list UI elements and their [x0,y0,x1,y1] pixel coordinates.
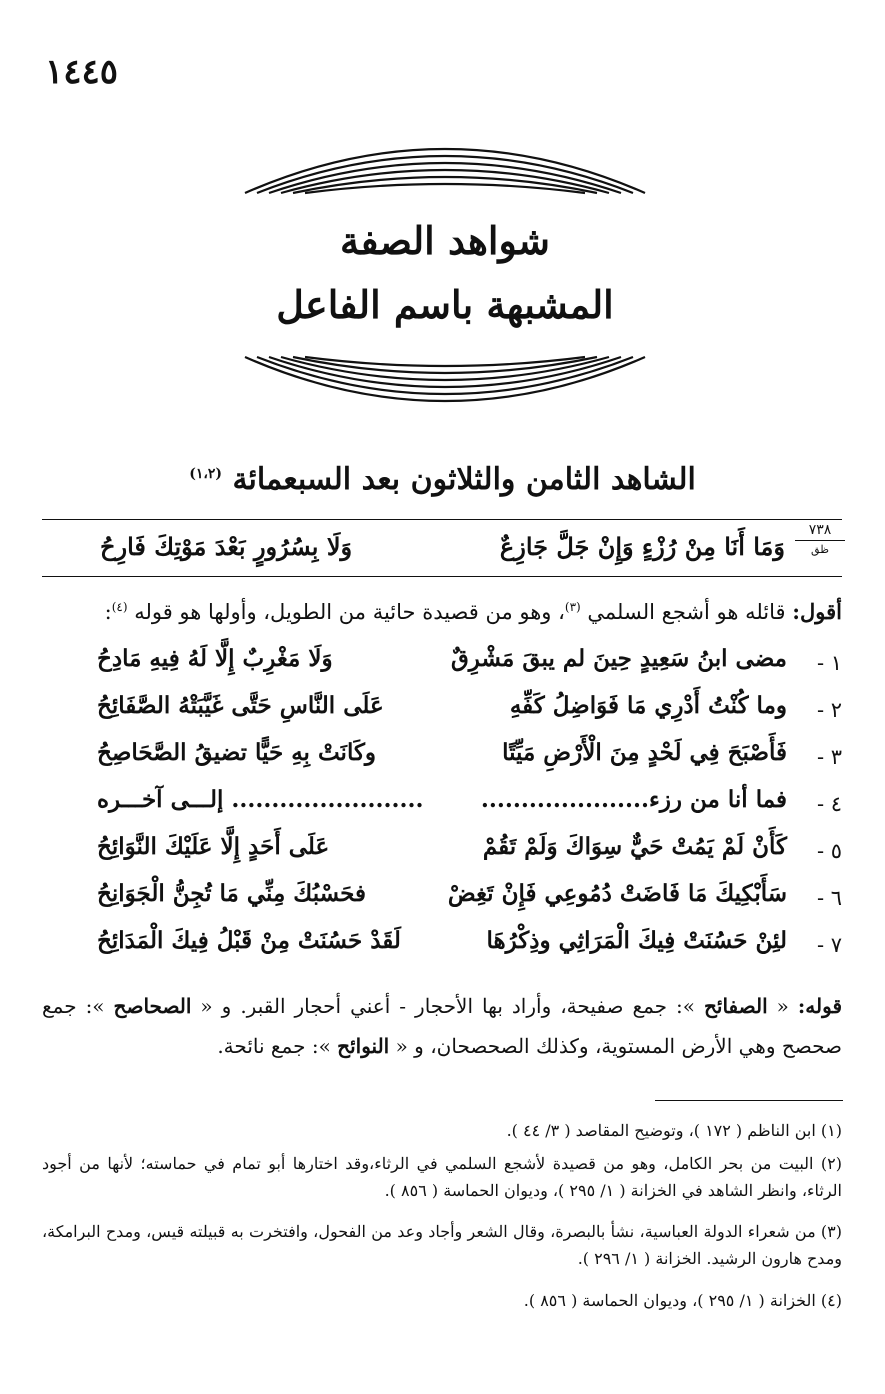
verse-number: ١ - [816,651,842,675]
commentary-paragraph [42,986,842,1066]
rule-top [42,519,842,520]
main-verse-tag: ظق [811,543,829,556]
footnote-4: (٤) الخزانة ( ١/ ٢٩٥ )، وديوان الحماسة ( ٨٥٦ ). [523,1291,842,1310]
intro-ref2: (٤) [111,600,128,614]
rule-bottom [42,576,842,577]
verse-hemistich-1: لئِنْ حَسُنَتْ فِيكَ الْمَرَاثِي وذِكْرُهَا [486,927,787,954]
intro-text2: ، وهو من قصيدة حائية من الطويل، وأولها هو قوله [127,600,565,624]
verse-hemistich-2: عَلَى أَحَدٍ إِلَّا عَلَيْكَ النَّوَائِحُ [97,833,330,860]
verse-hemistich-2: ........................ إلـــى آخـــره [97,786,424,813]
footnote-3: (٣) من شعراء الدولة العباسية، نشأ بالبصرة، وقال الشعر وأجاد وعد من الفحول، وافتخرت به قبيلته قيس، ومدح البرامكة، ومدح هارون الرشيد. الخزانة ( ١/ ٢٩٦ ). [42,1222,843,1268]
verse-number: ٧ - [816,933,842,957]
poem-verse [42,786,842,826]
intro-lead: أقول: [792,599,842,624]
intro-ref1: (٣) [564,600,581,614]
verse-hemistich-1: مضى ابنُ سَعِيدٍ حِينَ لم يبقَ مَشْرِقٌ [450,645,787,672]
verse-hemistich-2: لَقَدْ حَسُنَتْ مِنْ قَبْلُ فِيكَ الْمَدَائِحُ [97,927,401,954]
footnote-divider [655,1100,843,1101]
poem-verse [42,739,842,779]
verse-number: ٦ - [816,886,842,910]
verse-hemistich-1: وما كُنْتُ أَدْرِي مَا فَوَاضِلُ كَفِّهِ [509,692,787,719]
intro-text3: : [104,600,112,624]
verse-hemistich-1: فما أنا من رزء..................... [480,786,787,813]
main-verse-index: ٧٣٨ [795,522,845,541]
commentary-term-1: الصفائح [703,994,768,1018]
main-verse-number [795,522,845,558]
commentary-term-3: النوائح [337,1034,390,1058]
footnote-1: (١) ابن الناظم ( ١٧٢ )، وتوضيح المقاصد ( ٣/ ٤٤ ). [506,1121,842,1140]
page-title-line1: شواهد الصفة [340,218,550,263]
intro-paragraph [42,592,842,627]
verse-number: ٣ - [816,745,842,769]
poem-verse [42,880,842,920]
witness-heading-text: الشاهد الثامن والثلاثون بعد السبعمائة [232,462,696,497]
verse-hemistich-1: فَأَصْبَحَ فِي لَحْدٍ مِنَ الْأَرْضِ مَيِّتًا [502,739,787,766]
verse-hemistich-1: كَأَنْ لَمْ يَمُتْ حَيٌّ سِوَاكَ وَلَمْ تَقُمْ [482,833,787,860]
page-number: ١٤٤٥ [45,52,119,92]
main-verse-hemistich-1: وَمَا أَنَا مِنْ رُزْءٍ وَإِنْ جَلَّ جَازِعٌ [499,532,785,561]
poem-verse [42,927,842,967]
witness-heading [120,462,765,497]
intro-text1: قائله هو أشجع السلمي [580,600,793,624]
witness-heading-footnote-ref: (١،٢) [189,466,222,482]
poem-verse [42,833,842,873]
verse-number: ٥ - [816,839,842,863]
commentary-text1: « [767,994,798,1018]
poem-verse [42,692,842,732]
verse-number: ٢ - [816,698,842,722]
commentary-text4: »: جمع نائحة. [217,1034,338,1058]
verse-hemistich-2: فحَسْبُكَ مِنِّي مَا تُجِنُّ الْجَوَانِحُ [97,880,366,907]
verse-hemistich-1: سَأَبْكِيكَ مَا فَاضَتْ دُمُوعِي فَإِنْ تَغِضْ [447,880,787,907]
verse-hemistich-2: عَلَى النَّاسِ حَتَّى غَيَّبَتْهُ الصَّفَائِحُ [97,692,384,719]
title-ornament-frame [235,135,655,420]
footnote-2: (٢) البيت من بحر الكامل، وهو من قصيدة لأشجع السلمي في الرثاء،وقد اختارها أبو تمام في حماسته؛ لأنها من أجود الرثاء، وانظر الشاهد في الخزانة ( ١/ ٢٩٥ )، وديوان الحماسة ( ٨٥٦ ). [42,1154,842,1200]
verse-hemistich-2: وكَانَتْ بِهِ حَيًّا تضيقُ الصَّحَاصِحُ [97,739,377,766]
commentary-term-2: الصحاصح [113,994,192,1018]
verse-hemistich-2: وَلَا مَغْرِبٌ إِلَّا لَهُ فِيهِ مَادِحُ [97,645,333,672]
verse-number: ٤ - [816,792,842,816]
page-title-line2: المشبهة باسم الفاعل [276,282,614,327]
commentary-text2: »: جمع صفيحة، وأراد بها الأحجار - أعني أحجار القبر. و « [191,994,704,1018]
poem-verse [42,645,842,685]
commentary-text3: »: جمع صحصح وهي الأرض المستوية، وكذلك الصحصحان، و « [42,994,842,1058]
commentary-lead: قوله: [797,994,842,1018]
main-verse-hemistich-2: وَلَا بِسُرُورٍ بَعْدَ مَوْتِكَ فَارِحُ [100,532,353,561]
